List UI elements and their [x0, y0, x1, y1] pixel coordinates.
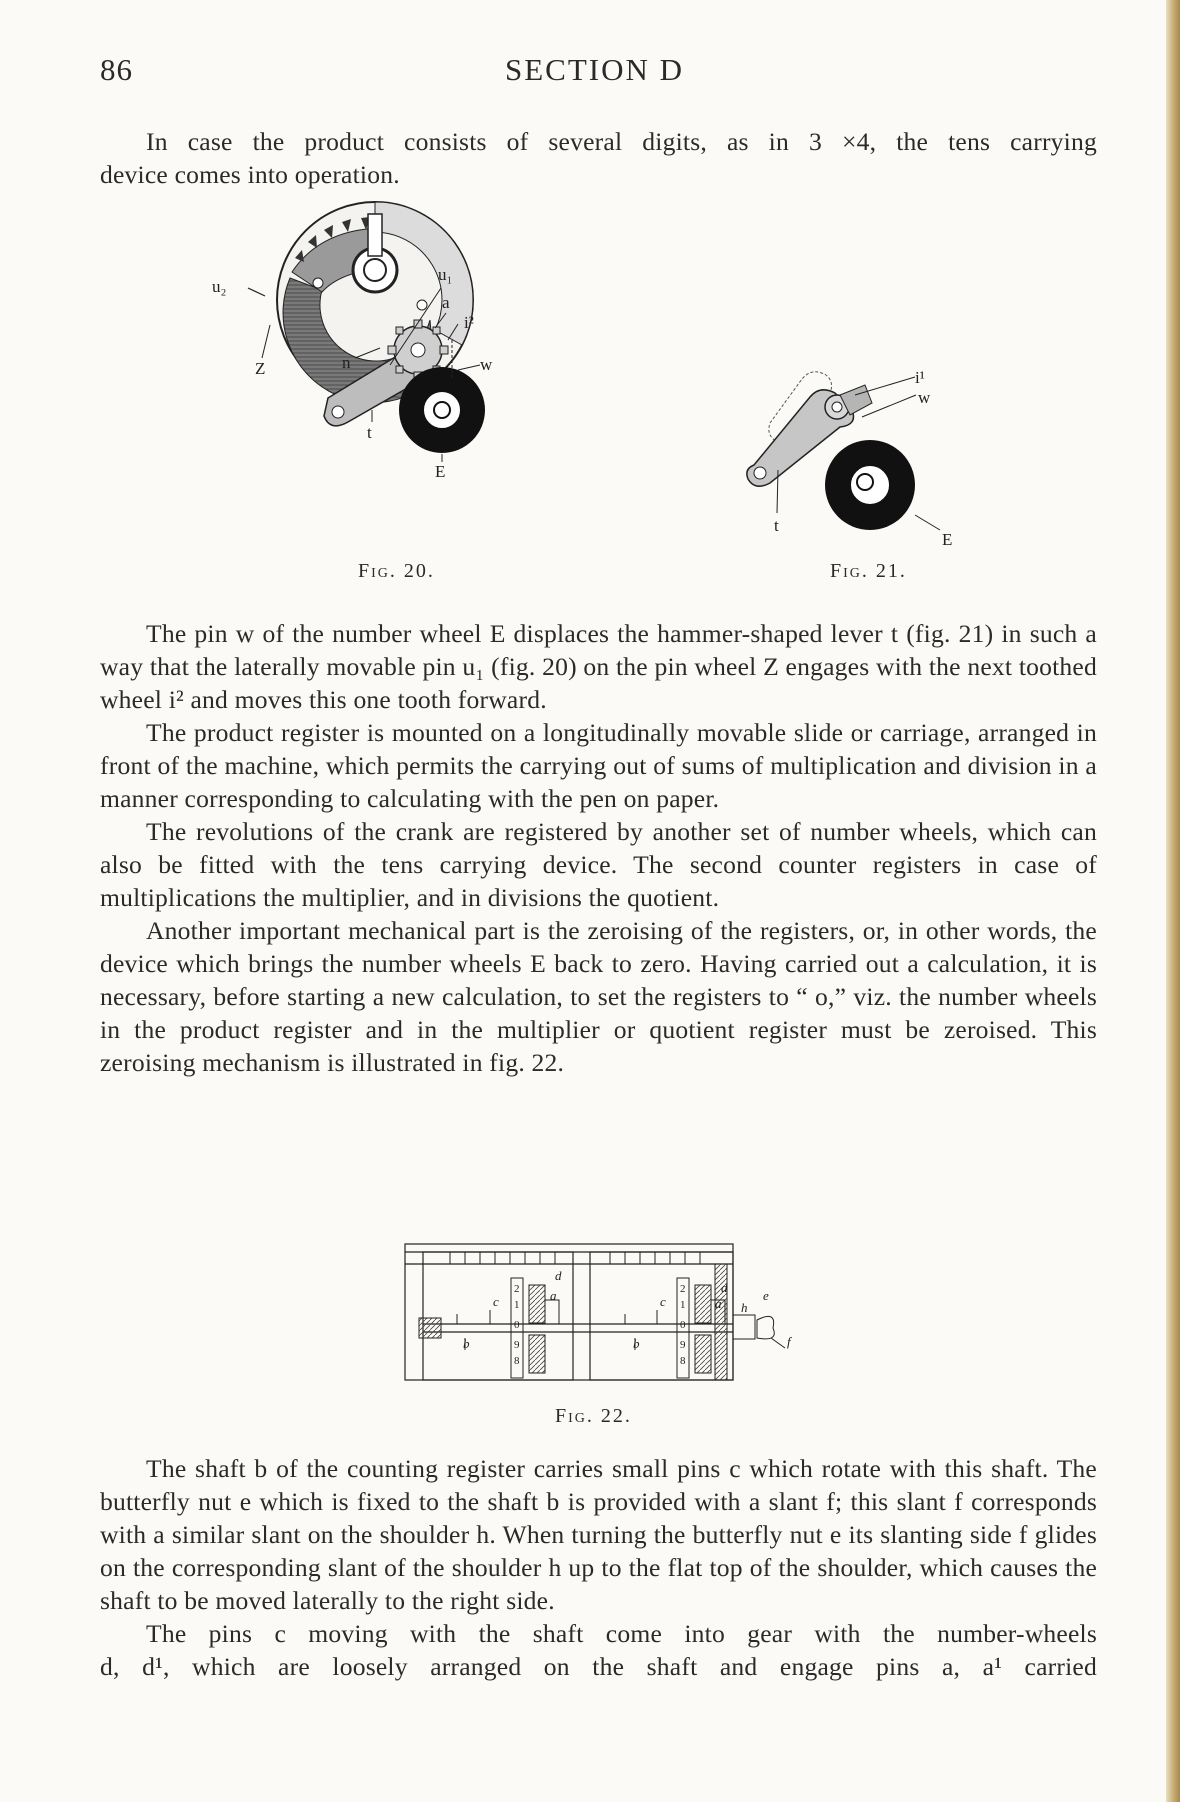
label-b-right: b [633, 1336, 640, 1351]
digit-column-left [514, 1283, 520, 1367]
digit-8-left: 8 [514, 1355, 520, 1367]
caption-fig-22: Fig. 22. [555, 1405, 632, 1427]
digit-2-left: 2 [514, 1283, 520, 1295]
paragraph-pins-c-line2: d, d¹, which are loosely arranged on the shaft and engage pins a, a¹ carried [100, 1652, 1097, 1681]
paragraph-shaft-b: The shaft b of the counting register carries small pins c which rotate with this shaft. The butterfly nut e which is fixed to the shaft b is provided with a slant f; this slant f corresponds with a similar slant on the shoulder h. When turning the butterfly nut e its slanting side f glides on the corresponding slant of the shoulder h up to the flat top of the shoulder, which causes the shaft to be moved laterally to the right side. [100, 1454, 1097, 1615]
paragraph-product-register: The product register is mounted on a longitudinally movable slide or carriage, arranged in front of the machine, which permits the carrying out of sums of multiplication and division in a manner corresponding to calculating with the pen on paper. [100, 718, 1097, 813]
digit-2-right: 2 [680, 1283, 686, 1295]
label-e-21: E [942, 530, 953, 549]
label-z: Z [255, 359, 266, 378]
label-h: h [741, 1300, 748, 1315]
label-n: n [342, 353, 351, 372]
caption-fig-20: Fig. 20. [358, 560, 435, 582]
paragraph-zeroising: Another important mechanical part is the zeroising of the registers, or, in other words, the device which brings the number wheels E back to zero. Having carried out a calculation, it is necessary, before starting a new calculation, to set the registers to “ o,” viz. the number wheels in the product register and in the multiplier or quotient register must be zeroised. This zeroising mechanism is illustrated in fig. 22. [100, 916, 1097, 1077]
paragraph-pin-w: The pin w of the number wheel E displaces the hammer-shaped lever t (fig. 21) in such a way that the laterally movable pin u₁ (fig. 20) on the pin wheel Z engages with the next toothed wheel i² and moves this one tooth forward. [100, 619, 1097, 714]
paragraph-pins-c-line1: The pins c moving with the shaft come into gear with the number-wheels [146, 1619, 1097, 1648]
number-wheel-e-21 [825, 440, 915, 530]
digit-0-left: 0 [514, 1319, 520, 1331]
digit-9-left: 9 [514, 1339, 520, 1351]
body-text-1 [100, 617, 1097, 1079]
label-i1: i¹ [915, 368, 925, 387]
label-u1: u₁ [438, 265, 453, 284]
paragraph-intro [100, 125, 1097, 191]
label-t-21: t [774, 516, 779, 535]
label-c-right: c [660, 1294, 666, 1309]
digit-1-right: 1 [680, 1299, 686, 1311]
digit-0-right: 0 [680, 1319, 686, 1331]
page-number: 86 [100, 52, 133, 87]
section-title: SECTION D [505, 52, 685, 87]
digit-8-right: 8 [680, 1355, 686, 1367]
digit-1-left: 1 [514, 1299, 520, 1311]
label-e: E [435, 462, 446, 481]
label-e-22: e [763, 1288, 769, 1303]
digit-column-right [680, 1283, 686, 1367]
digit-9-right: 9 [680, 1339, 686, 1351]
label-b-left: b [463, 1336, 470, 1351]
label-c-left: c [493, 1294, 499, 1309]
figure-20 [212, 200, 590, 545]
label-f: f [787, 1334, 791, 1349]
figure-22 [405, 1240, 805, 1390]
label-u2: u₂ [212, 277, 227, 296]
paragraph-crank-revolutions: The revolutions of the crank are registered by another set of number wheels, which can also be fitted with the tens carrying device. The second counter registers in case of multiplications the multiplier, and in divisions the quotient. [100, 817, 1097, 912]
label-t: t [367, 423, 372, 442]
paragraph-intro-line1: In case the product consists of several digits, as in 3 ×4, the tens carrying [146, 127, 1097, 156]
label-a-left: a [550, 1288, 557, 1303]
number-wheel-e [399, 367, 485, 453]
label-w: w [480, 355, 493, 374]
label-w-21: w [918, 388, 931, 407]
caption-fig-21: Fig. 21. [830, 560, 907, 582]
label-i2: i² [464, 313, 474, 332]
paragraph-intro-line2: device comes into operation. [100, 160, 400, 189]
label-a-right: a [715, 1296, 722, 1311]
book-edge [1166, 0, 1180, 1802]
label-d-left: d [555, 1268, 562, 1283]
label-a: a [442, 293, 450, 312]
body-text-2 [100, 1452, 1097, 1683]
figure-21 [740, 355, 970, 555]
label-d-right: d [721, 1280, 728, 1295]
